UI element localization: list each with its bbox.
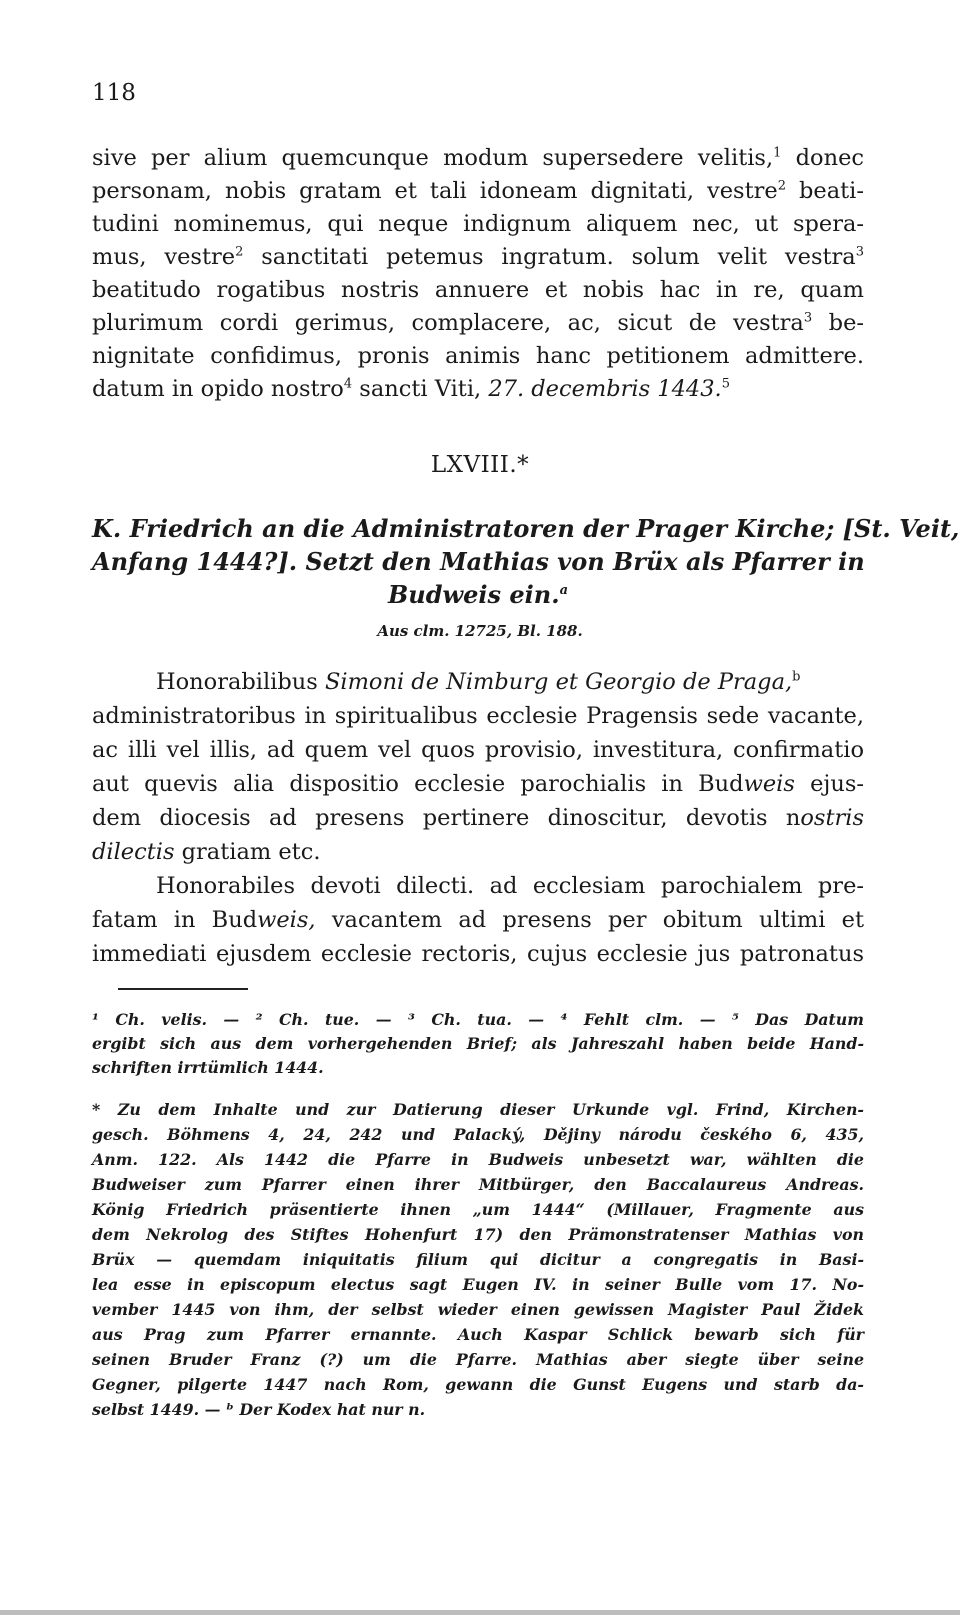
body-line: sive per alium quemcunque modum supersedere velitis,$^1$ donec	[92, 145, 864, 171]
footnote-line: vember 1445 von ihm, der selbst wieder einen gewissen Magister Paul Židek	[92, 1300, 864, 1319]
footnote-line: Anm. 122. Als 1442 die Pfarre in Budweis unbesetzt war, wählten die	[92, 1150, 864, 1169]
title-line: Anfang 1444?]. Setzt den Mathias von Brüx als Pfarrer in	[92, 547, 865, 576]
footnote-line: Gegner, pilgerte 1447 nach Rom, gewann die Gunst Eugens und starb da-	[92, 1375, 864, 1394]
footnote-line: dem Nekrolog des Stiftes Hohenfurt 17) den Prämonstratenser Mathias von	[92, 1225, 864, 1244]
page-number: 118	[92, 80, 136, 106]
footnote-line: ergibt sich aus dem vorhergehenden Brief; als Jahreszahl haben beide Hand-	[92, 1034, 864, 1053]
source-note: Aus clm. 12725, Bl. 188.	[377, 622, 583, 640]
footnote-line: aus Prag zum Pfarrer ernannte. Auch Kaspar Schlick bewarb sich für	[92, 1325, 864, 1344]
document-number-heading: LXVIII.*	[430, 452, 530, 478]
footnote-line: schriften irrtümlich 1444.	[92, 1058, 324, 1077]
footnote-line: gesch. Böhmens 4, 24, 242 und Palacký, Dějiny národu českého 6, 435,	[92, 1125, 864, 1144]
body-line: ac illi vel illis, ad quem vel quos provisio, investitura, confirmatio	[92, 737, 864, 763]
body-line: plurimum cordi gerimus, complacere, ac, sicut de vestra$^3$ be-	[92, 310, 864, 336]
body-line: fatam in Budweis, vacantem ad presens per obitum ultimi et	[92, 907, 864, 933]
footnote-line: seinen Bruder Franz (?) um die Pfarre. Mathias aber siegte über seine	[92, 1350, 864, 1369]
footnote-line: König Friedrich präsentierte ihnen „um 1444“ (Millauer, Fragmente aus	[92, 1200, 864, 1219]
body-line: mus, vestre$^2$ sanctitati petemus ingratum. solum velit vestra$^3$	[92, 244, 864, 270]
body-line: beatitudo rogatibus nostris annuere et nobis hac in re, quam	[92, 277, 864, 303]
body-line: dilectis gratiam etc.	[92, 839, 321, 865]
body-line: nignitate confidimus, pronis animis hanc petitionem admittere.	[92, 343, 864, 369]
footnote-line: Budweiser zum Pfarrer einen ihrer Mitbürger, den Baccalaureus Andreas.	[92, 1175, 864, 1194]
body-line: personam, nobis gratam et tali idoneam dignitati, vestre$^2$ beati-	[92, 178, 864, 204]
footnote-line: * Zu dem Inhalte und zur Datierung dieser Urkunde vgl. Frind, Kirchen-	[92, 1100, 864, 1119]
body-line: datum in opido nostro$^4$ sancti Viti, 27. decembris 1443.$^5$	[92, 376, 730, 402]
footnote-line: Brüx — quemdam iniquitatis filium qui dicitur a congregatis in Basi-	[92, 1250, 864, 1269]
footnote-line: ¹ Ch. velis. — ² Ch. tue. — ³ Ch. tua. — ⁴ Fehlt clm. — ⁵ Das Datum	[92, 1010, 864, 1029]
footnote-line: lea esse in episcopum electus sagt Eugen IV. in seiner Bulle vom 17. No-	[92, 1275, 864, 1294]
footnote-separator	[118, 988, 248, 990]
body-line: tudini nominemus, qui neque indignum aliquem nec, ut spera-	[92, 211, 864, 237]
body-line: dem diocesis ad presens pertinere dinoscitur, devotis nostris	[92, 805, 864, 831]
body-line: aut quevis alia dispositio ecclesie parochialis in Budweis ejus-	[92, 771, 865, 797]
scan-bottom-edge	[0, 1610, 960, 1615]
title-line: Budweis ein.$^a$	[387, 580, 569, 609]
body-line: immediati ejusdem ecclesie rectoris, cujus ecclesie jus patronatus	[92, 941, 864, 967]
body-line: administratoribus in spiritualibus ecclesie Pragensis sede vacante,	[92, 703, 864, 729]
body-line: Honorabilibus Simoni de Nimburg et Georgio de Praga,$^b$	[156, 669, 801, 695]
footnote-line: selbst 1449. — ᵇ Der Kodex hat nur n.	[92, 1400, 426, 1419]
title-line: K. Friedrich an die Administratoren der Prager Kirche; [St. Veit,	[92, 514, 960, 543]
body-line: Honorabiles devoti dilecti. ad ecclesiam parochialem pre-	[156, 873, 864, 899]
